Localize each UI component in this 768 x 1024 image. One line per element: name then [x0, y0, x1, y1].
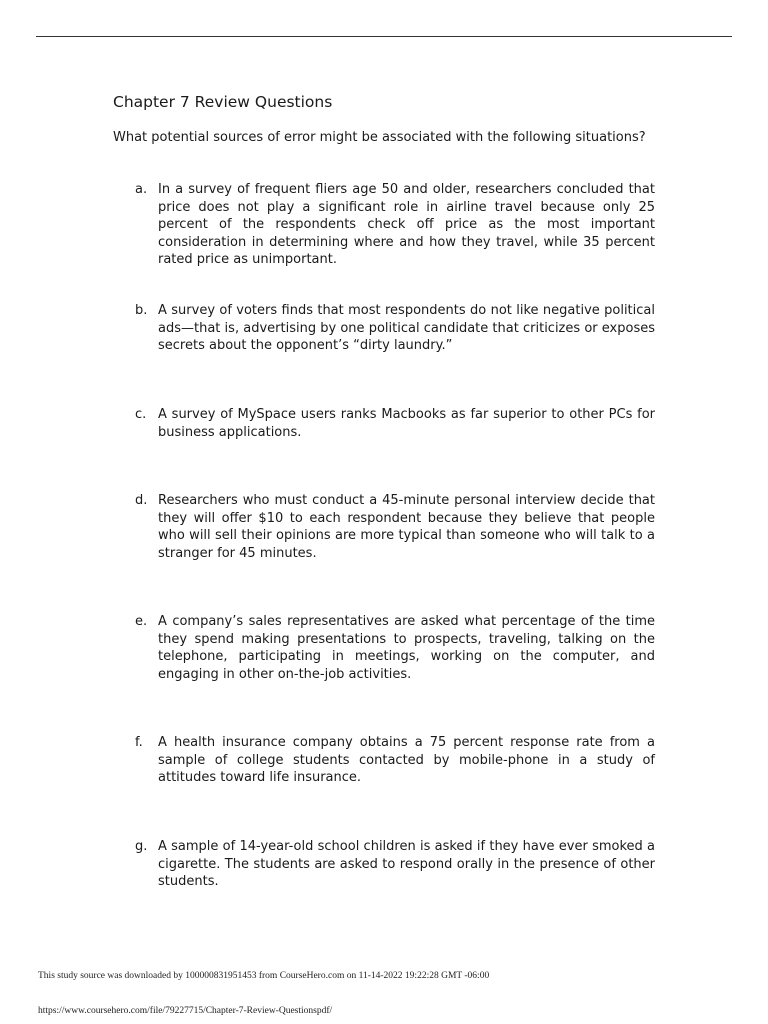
question-d [135, 492, 655, 562]
question-b [135, 302, 655, 355]
question-text: A company’s sales representatives are asked what percentage of the time they spend making presentations to prospects, traveling, talking on the telephone, participating in meetings, working on the computer, and engaging in other on-the-job activities. [158, 614, 655, 682]
question-text: A survey of voters finds that most respondents do not like negative political ads—that is, advertising by one political candidate that criticizes or exposes secrets about the opponent’s “dirty laundry.” [158, 303, 655, 353]
question-text: A health insurance company obtains a 75 percent response rate from a sample of college students contacted by mobile-phone in a study of attitudes toward life insurance. [158, 735, 655, 785]
source-url[interactable]: https://www.coursehero.com/file/79227715/Chapter-7-Review-Questionspdf/ [38, 1006, 333, 1016]
question-text: Researchers who must conduct a 45-minute personal interview decide that they will offer $10 to each respondent because they believe that people who will sell their opinions are more typical than someone who will talk to a stranger for 45 minutes. [158, 493, 655, 561]
question-marker: f. [135, 735, 143, 750]
question-e [135, 613, 655, 683]
question-f [135, 734, 655, 787]
question-marker: g. [135, 839, 148, 854]
top-rule [36, 36, 732, 37]
question-marker: c. [135, 407, 147, 422]
intro-paragraph: What potential sources of error might be associated with the following situations? [113, 130, 646, 145]
question-text: A survey of MySpace users ranks Macbooks as far superior to other PCs for business applications. [158, 407, 655, 440]
question-marker: a. [135, 182, 148, 197]
question-text: A sample of 14-year-old school children is asked if they have ever smoked a cigarette. The students are asked to respond orally in the presence of other students. [158, 839, 655, 889]
question-a [135, 181, 655, 269]
question-text: In a survey of frequent fliers age 50 and older, researchers concluded that price does not play a significant role in airline travel because only 25 percent of the respondents check off price as the most important consideration in determining where and how they travel, while 35 percent rated price as unimportant. [158, 182, 655, 267]
question-g [135, 838, 655, 891]
question-c [135, 406, 655, 441]
question-marker: e. [135, 614, 148, 629]
page-title: Chapter 7 Review Questions [113, 93, 333, 111]
question-marker: d. [135, 493, 148, 508]
question-marker: b. [135, 303, 148, 318]
download-note: This study source was downloaded by 100000831951453 from CourseHero.com on 11-14-2022 19:22:28 GMT -06:00 [38, 971, 490, 981]
